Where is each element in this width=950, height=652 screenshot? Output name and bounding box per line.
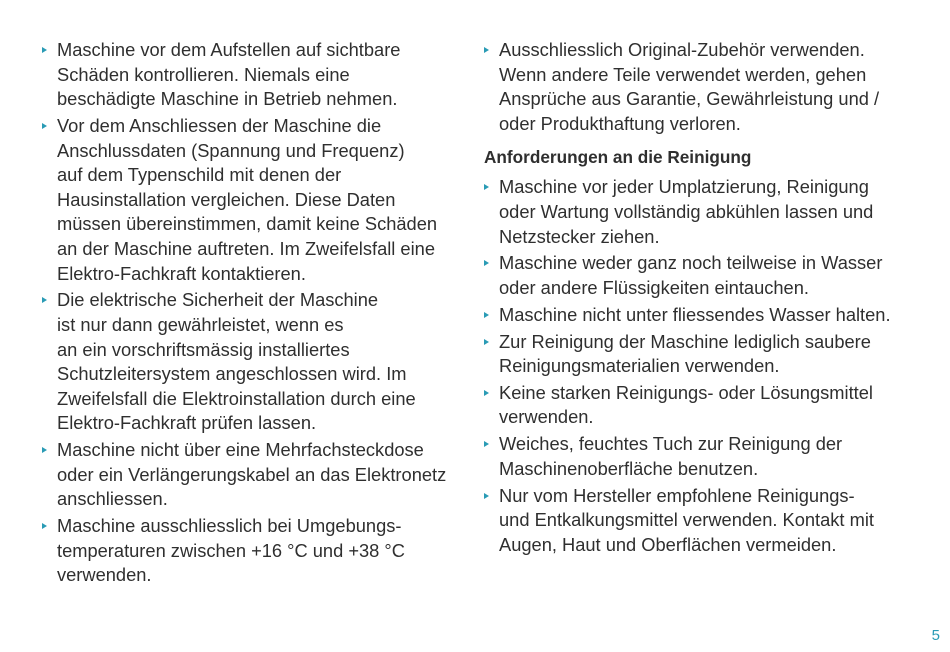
list-item-text: Die elektrische Sicherheit der Maschine ist nur dann gewährleistet, wenn es an ein vorschriftsmässig installiertes Schutzleitersystem angeschlossen wird. Im Zweifelsfall die Elektroinstallation durch eine Elektro-Fachkraft prüfen lassen. — [57, 289, 416, 434]
list-item — [42, 288, 462, 436]
list-item — [484, 38, 924, 136]
list-item — [484, 251, 924, 300]
list-item-text: Maschine nicht über eine Mehrfachsteckdose oder ein Verlängerungskabel an das Elektronetz anschliessen. — [57, 439, 447, 510]
list-item-text: Maschine vor dem Aufstellen auf sichtbare Schäden kontrollieren. Niemals eine beschädigte Maschine in Betrieb nehmen. — [57, 39, 401, 110]
list-item — [484, 381, 924, 430]
list-item-text: Weiches, feuchtes Tuch zur Reinigung der Maschinenoberfläche benutzen. — [499, 433, 843, 479]
page-number: 5 — [931, 627, 940, 644]
list-item-text: Maschine weder ganz noch teilweise in Wasser oder andere Flüssigkeiten eintauchen. — [499, 252, 883, 298]
bullet-arrow-icon — [484, 339, 489, 345]
bullet-arrow-icon — [42, 123, 47, 129]
list-item-text: Ausschliesslich Original-Zubehör verwenden. Wenn andere Teile verwendet werden, gehen Ansprüche aus Garantie, Gewährleistung und / oder Produkthaftung verloren. — [499, 39, 880, 134]
bullet-arrow-icon — [484, 390, 489, 396]
list-item — [484, 432, 924, 481]
list-item — [484, 484, 924, 558]
list-item-text: Maschine ausschliesslich bei Umgebungs- temperaturen zwischen +16 °C und +38 °C verwenden. — [57, 515, 405, 586]
bullet-arrow-icon — [484, 184, 489, 190]
section-heading-cleaning: Anforderungen an die Reinigung — [484, 147, 752, 168]
list-item — [484, 303, 924, 328]
right-column — [484, 38, 924, 560]
bullet-arrow-icon — [484, 441, 489, 447]
list-item-text: Keine starken Reinigungs- oder Lösungsmittel verwenden. — [499, 381, 873, 428]
list-item — [42, 38, 462, 112]
list-item — [42, 438, 462, 512]
list-item-text: Zur Reinigung der Maschine lediglich saubere Reinigungsmaterialien verwenden. — [499, 330, 871, 377]
bullet-arrow-icon — [42, 523, 47, 529]
left-column — [42, 38, 462, 590]
list-item — [42, 114, 462, 286]
bullet-arrow-icon — [484, 260, 489, 266]
bullet-arrow-icon — [484, 312, 489, 318]
bullet-arrow-icon — [42, 47, 47, 53]
list-item-text: Nur vom Hersteller empfohlene Reinigungs- und Entkalkungsmittel verwenden. Kontakt mit Augen, Haut und Oberflächen vermeiden. — [499, 484, 874, 555]
bullet-arrow-icon — [484, 47, 489, 53]
list-item-text: Vor dem Anschliessen der Maschine die Anschlussdaten (Spannung und Frequenz) auf dem Typenschild mit denen der Hausinstallation vergleichen. Diese Daten müssen übereinstimmen, damit keine Schäden an der Maschine auftreten. Im Zweifelsfall eine Elektro-Fachkraft kontaktieren. — [57, 114, 438, 284]
list-item-text: Maschine nicht unter fliessendes Wasser halten. — [499, 303, 891, 325]
list-item-text: Maschine vor jeder Umplatzierung, Reinigung oder Wartung vollständig abkühlen lassen und Netzstecker ziehen. — [499, 176, 874, 247]
bullet-arrow-icon — [42, 447, 47, 453]
list-item — [484, 330, 924, 379]
bullet-arrow-icon — [42, 297, 47, 303]
bullet-arrow-icon — [484, 493, 489, 499]
accessory-list — [484, 38, 924, 136]
safety-list — [42, 38, 462, 588]
list-item — [484, 175, 924, 249]
cleaning-list — [484, 175, 924, 557]
list-item — [42, 514, 462, 588]
